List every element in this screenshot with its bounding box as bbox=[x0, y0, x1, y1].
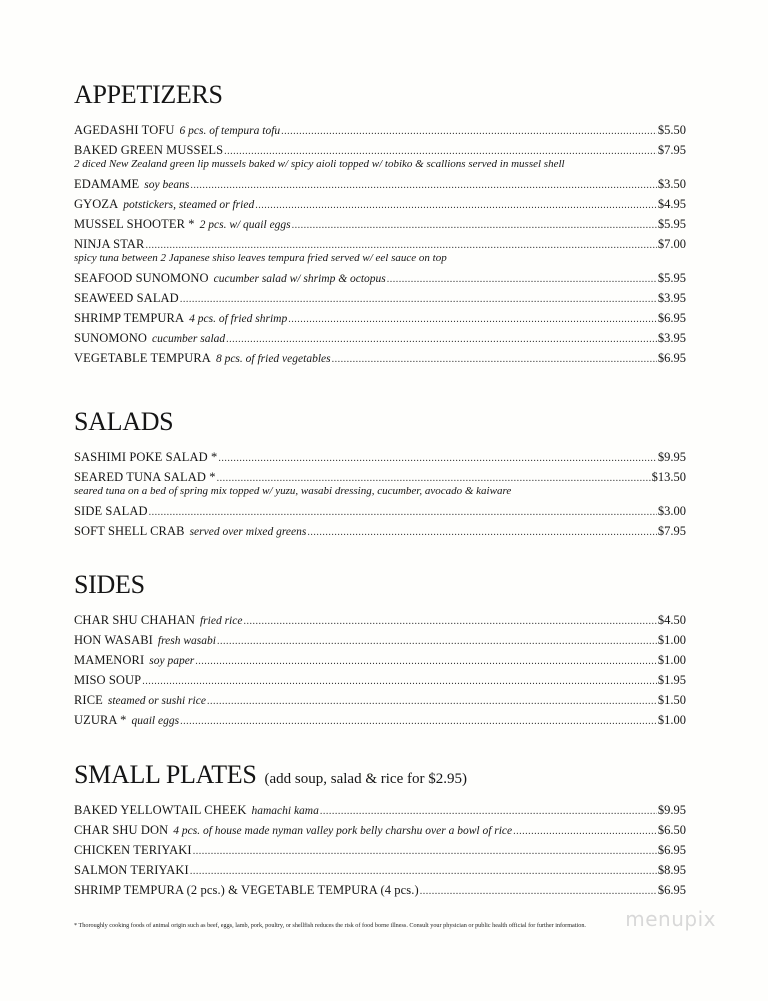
dot-leader bbox=[207, 692, 657, 710]
item-price: $1.00 bbox=[657, 633, 686, 647]
section-title: SALADS bbox=[74, 407, 174, 436]
item-name: RICE bbox=[74, 693, 103, 707]
item-price: $13.50 bbox=[651, 470, 686, 484]
dot-leader bbox=[180, 290, 657, 308]
section-appetizers bbox=[74, 80, 686, 368]
item-price: $6.95 bbox=[657, 883, 686, 897]
menu-item bbox=[74, 630, 686, 650]
item-price: $5.95 bbox=[657, 271, 686, 285]
item-price: $1.50 bbox=[657, 693, 686, 707]
item-name: SASHIMI POKE SALAD * bbox=[74, 450, 218, 464]
item-price: $8.95 bbox=[657, 863, 686, 877]
item-price: $6.50 bbox=[657, 823, 686, 837]
item-description: hamachi kama bbox=[251, 805, 319, 817]
item-name: HON WASABI bbox=[74, 633, 153, 647]
item-name: SEAFOOD SUNOMONO bbox=[74, 271, 209, 285]
menu-item bbox=[74, 348, 686, 368]
menu-item bbox=[74, 690, 686, 710]
item-name: VEGETABLE TEMPURA bbox=[74, 351, 211, 365]
item-description: quail eggs bbox=[131, 715, 180, 727]
item-name: SHRIMP TEMPURA (2 pcs.) & VEGETABLE TEMPURA (4 pcs.) bbox=[74, 883, 419, 897]
item-name: CHAR SHU CHAHAN bbox=[74, 613, 195, 627]
item-name: MISO SOUP bbox=[74, 673, 142, 687]
item-price: $6.95 bbox=[657, 351, 686, 365]
item-price: $1.00 bbox=[657, 713, 686, 727]
item-price: $3.95 bbox=[657, 291, 686, 305]
item-name: GYOZA bbox=[74, 197, 119, 211]
dot-leader bbox=[243, 612, 656, 630]
item-description: soy beans bbox=[144, 179, 190, 191]
section-note: (add soup, salad & rice for $2.95) bbox=[264, 771, 467, 787]
item-name: SHRIMP TEMPURA bbox=[74, 311, 185, 325]
item-list bbox=[74, 120, 686, 368]
menu-item bbox=[74, 120, 686, 140]
section-sides bbox=[74, 570, 686, 730]
dot-leader bbox=[292, 216, 657, 234]
item-description: 2 pcs. w/ quail eggs bbox=[199, 219, 291, 231]
dot-leader bbox=[190, 862, 657, 880]
dot-leader bbox=[307, 523, 657, 541]
item-price: $6.95 bbox=[657, 843, 686, 857]
item-price: $9.95 bbox=[657, 803, 686, 817]
item-name: BAKED YELLOWTAIL CHEEK bbox=[74, 803, 247, 817]
item-list bbox=[74, 610, 686, 730]
section-title: SMALL PLATES (add soup, salad & rice for $2.95) bbox=[74, 760, 467, 789]
dot-leader bbox=[142, 672, 657, 690]
item-name: CHAR SHU DON bbox=[74, 823, 169, 837]
item-name: SEARED TUNA SALAD * bbox=[74, 470, 216, 484]
item-description: cucumber salad w/ shrimp & octopus bbox=[213, 273, 386, 285]
item-price: $5.95 bbox=[657, 217, 686, 231]
dot-leader bbox=[149, 503, 657, 521]
item-description: fried rice bbox=[199, 615, 243, 627]
item-description: cucumber salad bbox=[152, 333, 226, 345]
item-price: $5.50 bbox=[657, 123, 686, 137]
menu-item bbox=[74, 860, 686, 880]
item-price: $1.95 bbox=[657, 673, 686, 687]
item-price: $9.95 bbox=[657, 450, 686, 464]
footnote: * Thoroughly cooking foods of animal origin such as beef, eggs, lamb, pork, poultry, or shellfish reduces the risk of food borne illness. Consult your physician or public health official for further information. bbox=[74, 922, 586, 929]
item-name: AGEDASHI TOFU bbox=[74, 123, 175, 137]
dot-leader bbox=[226, 330, 657, 348]
menu-item bbox=[74, 820, 686, 840]
menu-item bbox=[74, 880, 686, 900]
item-price: $3.95 bbox=[657, 331, 686, 345]
dot-leader bbox=[217, 632, 657, 650]
item-name: SIDE SALAD bbox=[74, 504, 148, 518]
item-description: 4 pcs. of fried shrimp bbox=[189, 313, 288, 325]
item-price: $3.50 bbox=[657, 177, 686, 191]
menu-item bbox=[74, 467, 686, 498]
menu-item bbox=[74, 328, 686, 348]
menu-item bbox=[74, 840, 686, 860]
section-small-plates bbox=[74, 760, 686, 900]
menu-item bbox=[74, 521, 686, 541]
item-name: SALMON TERIYAKI bbox=[74, 863, 189, 877]
section-title: APPETIZERS bbox=[74, 80, 223, 109]
item-description: fresh wasabi bbox=[157, 635, 216, 647]
section-salads bbox=[74, 407, 686, 541]
menu-item bbox=[74, 501, 686, 521]
item-description: 6 pcs. of tempura tofu bbox=[179, 125, 281, 137]
menu-item bbox=[74, 447, 686, 467]
menu-item bbox=[74, 710, 686, 730]
dot-leader bbox=[193, 842, 657, 860]
menu-item bbox=[74, 650, 686, 670]
item-name: UZURA * bbox=[74, 713, 127, 727]
menu-item bbox=[74, 308, 686, 328]
item-description: served over mixed greens bbox=[189, 526, 307, 538]
dot-leader bbox=[195, 652, 657, 670]
menu-item bbox=[74, 174, 686, 194]
item-price: $7.95 bbox=[657, 143, 686, 157]
item-price: $6.95 bbox=[657, 311, 686, 325]
item-price: $7.95 bbox=[657, 524, 686, 538]
dot-leader bbox=[281, 122, 657, 140]
item-name: SEAWEED SALAD bbox=[74, 291, 179, 305]
item-description: spicy tuna between 2 Japanese shiso leaves tempura fried served w/ eel sauce on top bbox=[74, 252, 447, 264]
menu-item bbox=[74, 288, 686, 308]
item-list bbox=[74, 800, 686, 900]
item-name: MAMENORI bbox=[74, 653, 145, 667]
item-description: steamed or sushi rice bbox=[107, 695, 206, 707]
item-name: MUSSEL SHOOTER * bbox=[74, 217, 195, 231]
watermark: menupix bbox=[625, 907, 716, 931]
dot-leader bbox=[218, 449, 657, 467]
item-name: BAKED GREEN MUSSELS bbox=[74, 143, 224, 157]
item-price: $1.00 bbox=[657, 653, 686, 667]
menu-item bbox=[74, 194, 686, 214]
item-description: 4 pcs. of house made nyman valley pork belly charshu over a bowl of rice bbox=[173, 825, 513, 837]
item-description: seared tuna on a bed of spring mix topped w/ yuzu, wasabi dressing, cucumber, avocado & kaiware bbox=[74, 485, 512, 497]
menu-item bbox=[74, 234, 686, 265]
item-name: EDAMAME bbox=[74, 177, 140, 191]
item-name: CHICKEN TERIYAKI bbox=[74, 843, 192, 857]
item-name: NINJA STAR bbox=[74, 237, 145, 251]
item-price: $7.00 bbox=[657, 237, 686, 251]
menu-item bbox=[74, 670, 686, 690]
menu-item bbox=[74, 610, 686, 630]
dot-leader bbox=[420, 882, 657, 900]
item-price: $4.95 bbox=[657, 197, 686, 211]
dot-leader bbox=[513, 822, 657, 840]
dot-leader bbox=[332, 350, 657, 368]
item-price: $4.50 bbox=[657, 613, 686, 627]
dot-leader bbox=[255, 196, 657, 214]
dot-leader bbox=[320, 802, 657, 820]
item-name: SUNOMONO bbox=[74, 331, 148, 345]
item-price: $3.00 bbox=[657, 504, 686, 518]
item-name: SOFT SHELL CRAB bbox=[74, 524, 185, 538]
item-description: 8 pcs. of fried vegetables bbox=[215, 353, 331, 365]
dot-leader bbox=[180, 712, 657, 730]
section-title: SIDES bbox=[74, 570, 145, 599]
dot-leader bbox=[190, 176, 657, 194]
dot-leader bbox=[387, 270, 657, 288]
item-description: soy paper bbox=[149, 655, 195, 667]
menu-item bbox=[74, 140, 686, 171]
menu-item bbox=[74, 268, 686, 288]
item-description: 2 diced New Zealand green lip mussels baked w/ spicy aioli topped w/ tobiko & scallions served in mussel shell bbox=[74, 158, 565, 170]
dot-leader bbox=[288, 310, 657, 328]
menu-item bbox=[74, 214, 686, 234]
item-description: potstickers, steamed or fried bbox=[123, 199, 255, 211]
item-list bbox=[74, 447, 686, 541]
menu-item bbox=[74, 800, 686, 820]
